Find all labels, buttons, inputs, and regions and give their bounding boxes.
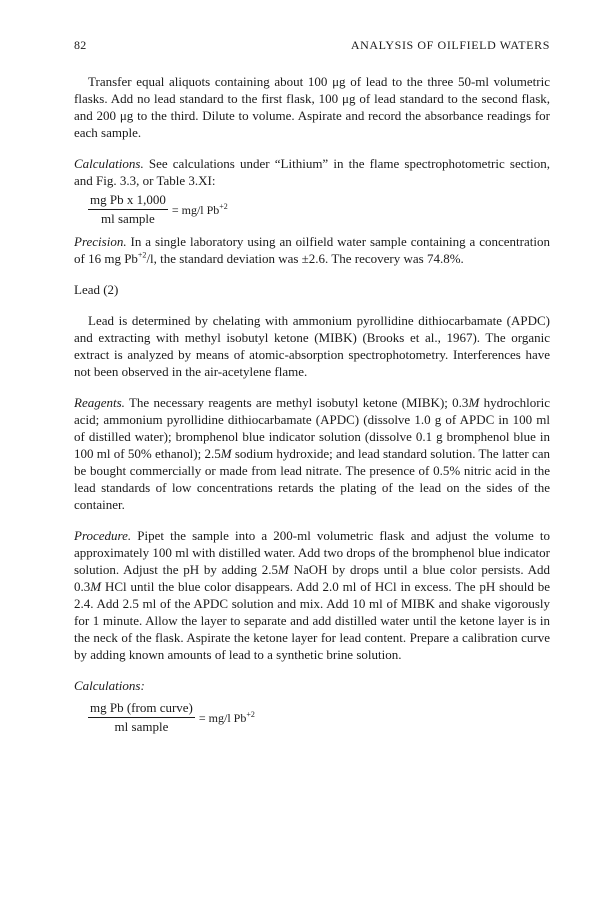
formula-1-numerator: mg Pb x 1,000 <box>88 192 168 210</box>
formula-1-fraction <box>88 192 168 227</box>
calculations-paragraph <box>74 155 550 189</box>
section-heading-lead-2: Lead (2) <box>74 282 119 297</box>
reagents-paragraph: Reagents. The necessary reagents are methyl isobutyl ketone (MIBK); 0.3M hydrochloric acid; ammonium pyrollidine dithiocarbamate (APDC) (dissolve 1.0 g of APDC in 100 ml of distilled water); bromphenol blue indicator solution (dissolve 0.1 g bromphenol blue in 100 ml of 50% ethanol); 2.5M sodium hydroxide; and lead standard solution. The latter can be bought commercially or made from lead nitrate. The presence of 0.5% nitric acid in the lead standards of low concentrations retards the plating of the lead on the sides of the container. <box>74 395 551 512</box>
calculations-label: Calculations. <box>74 156 144 171</box>
formula-1-denominator: ml sample <box>101 211 155 226</box>
procedure-paragraph: Procedure. Pipet the sample into a 200-ml volumetric flask and adjust the volume to approximately 100 ml with distilled water. Add two drops of the bromphenol blue indicator solution. Adjust the pH by adding 2.5M NaOH by drops until a blue color persists. Add 0.3M HCl until the blue color disappears. Add 2.0 ml of HCl in excess. The pH should be 2.4. Add 2.5 ml of the APDC solution and mix. Add 10 ml of MIBK and shake vigorously for 1 minute. Allow the layer to separate and add distilled water until the ketone layer is in the neck of the flask. Aspirate the ketone layer for lead content. Prepare a calibration curve by adding known amounts of lead to a synthetic brine solution. <box>74 528 551 662</box>
precision-paragraph: Precision. In a single laboratory using an oilfield water sample containing a concentration of 16 mg $Pb^{+2}/l$, the standard deviation was ±2.6. The recovery was 74.8%. <box>74 234 550 266</box>
page-header <box>74 38 550 54</box>
document-page <box>74 38 550 735</box>
formula-2-denominator: ml sample <box>114 719 169 734</box>
formula-1-result: = mg/l $Pb^{+2}$ <box>171 201 228 217</box>
formula-2-numerator: mg Pb (from curve) <box>88 700 195 718</box>
calculations-2-label: Calculations: <box>74 678 145 693</box>
precision-label: Precision. <box>74 234 127 249</box>
formula-2-result: = mg/l $Pb^{+2}$ <box>198 709 255 725</box>
formula-2 <box>88 700 550 735</box>
running-title: ANALYSIS OF OILFIELD WATERS <box>350 38 550 52</box>
transfer-paragraph: Transfer equal aliquots containing about 100 μg of lead to the three 50-ml volumetric flasks. Add no lead standard to the first flask, 100 μg of lead standard to the second flask, and 200 μg to the third. Dilute to volume. Aspirate and record the absorbance readings for each sample. <box>74 74 550 140</box>
lead-intro-paragraph: Lead is determined by chelating with ammonium pyrollidine dithiocarbamate (APDC) and extracting with methyl isobutyl ketone (MIBK) (Brooks et al., 1967). The organic extract is analyzed by means of atomic-absorption spectrophotometry. Interferences have not been observed in the air-acetylene flame. <box>74 313 550 379</box>
formula-2-fraction <box>88 700 195 735</box>
procedure-label: Procedure. <box>74 528 132 543</box>
formula-1 <box>88 192 550 227</box>
calculations-text: See calculations under “Lithium” in the flame spectrophotometric section, and Fig. 3.3, or Table 3.XI: <box>74 156 550 188</box>
page-number: 82 <box>74 38 87 52</box>
reagents-label: Reagents. <box>74 395 125 410</box>
